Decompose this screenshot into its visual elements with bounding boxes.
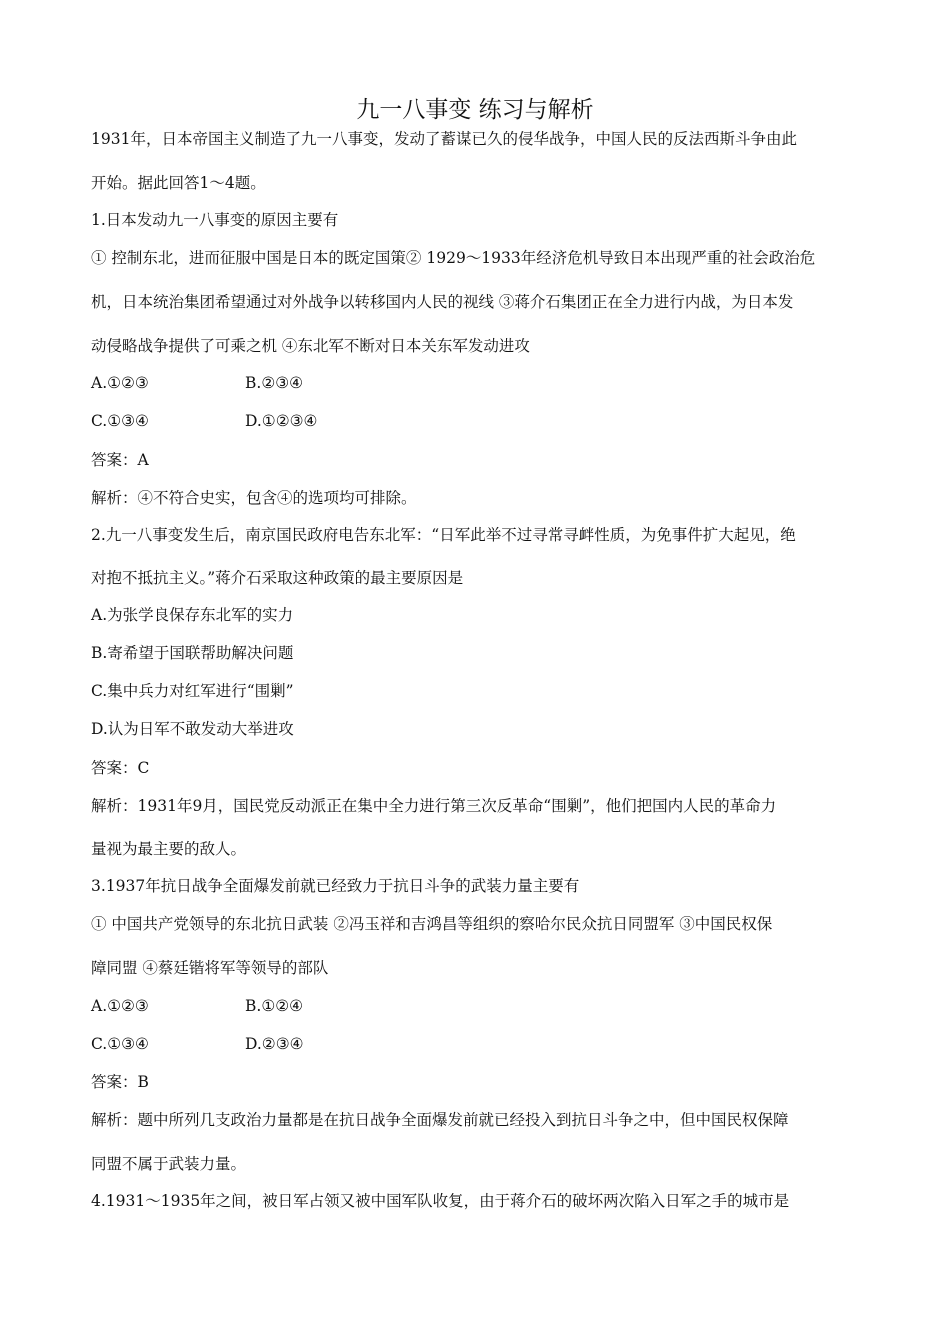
- q2-analysis-line-2: 量视为最主要的敌人。: [91, 840, 247, 858]
- q3-answer: 答案：B: [91, 1073, 149, 1091]
- q2-answer: 答案：C: [91, 759, 150, 777]
- q3-analysis-line-1: 解析：题中所列几支政治力量都是在抗日战争全面爆发前就已经投入到抗日斗争之中，但中国民权保障: [91, 1111, 789, 1129]
- q3-option-a: A.①②③: [91, 997, 149, 1015]
- q2-option-b: B.寄希望于国联帮助解决问题: [91, 644, 294, 662]
- q2-analysis-line-1: 解析：1931年9月，国民党反动派正在集中全力进行第三次反革命“围剿”，他们把国内人民的革命力: [91, 797, 777, 815]
- q3-items-line-2: 障同盟 ④蔡廷锴将军等领导的部队: [91, 959, 329, 977]
- q1-items-line-3: 动侵略战争提供了可乘之机 ④东北军不断对日本关东军发动进攻: [91, 337, 530, 355]
- q1-answer: 答案：A: [91, 451, 149, 469]
- q1-stem: 1.日本发动九一八事变的原因主要有: [91, 211, 339, 229]
- q3-stem: 3.1937年抗日战争全面爆发前就已经致力于抗日斗争的武装力量主要有: [91, 877, 580, 895]
- q2-option-c: C.集中兵力对红军进行“围剿”: [91, 682, 294, 700]
- q2-option-a: A.为张学良保存东北军的实力: [91, 606, 294, 624]
- intro-line-2: 开始。据此回答1～4题。: [91, 174, 266, 192]
- document-title: 九一八事变 练习与解析: [356, 97, 594, 123]
- q1-option-d: D.①②③④: [245, 412, 318, 430]
- q1-items-line-2: 机，日本统治集团希望通过对外战争以转移国内人民的视线 ③蒋介石集团正在全力进行内战，为日本发: [91, 293, 794, 311]
- q1-option-a: A.①②③: [91, 374, 149, 392]
- q3-option-b: B.①②④: [245, 997, 304, 1015]
- q3-analysis-line-2: 同盟不属于武装力量。: [91, 1155, 247, 1173]
- q1-option-c: C.①③④: [91, 412, 149, 430]
- q3-option-c: C.①③④: [91, 1035, 149, 1053]
- q3-items-line-1: ① 中国共产党领导的东北抗日武装 ②冯玉祥和吉鸿昌等组织的察哈尔民众抗日同盟军 ③中国民权保: [91, 915, 773, 933]
- q1-items-line-1: ① 控制东北，进而征服中国是日本的既定国策② 1929～1933年经济危机导致日本出现严重的社会政治危: [91, 249, 816, 267]
- q3-option-d: D.②③④: [245, 1035, 304, 1053]
- q2-stem-line-2: 对抱不抵抗主义。”蒋介石采取这种政策的最主要原因是: [91, 569, 464, 587]
- q4-stem: 4.1931～1935年之间，被日军占领又被中国军队收复，由于蒋介石的破坏两次陷入日军之手的城市是: [91, 1192, 790, 1210]
- q2-option-d: D.认为日军不敢发动大举进攻: [91, 720, 294, 738]
- intro-line-1: 1931年，日本帝国主义制造了九一八事变，发动了蓄谋已久的侵华战争，中国人民的反法西斯斗争由此: [91, 130, 797, 148]
- q2-stem-line-1: 2.九一八事变发生后，南京国民政府电告东北军：“日军此举不过寻常寻衅性质，为免事件扩大起见，绝: [91, 526, 796, 544]
- q1-option-b: B.②③④: [245, 374, 304, 392]
- q1-analysis: 解析：④不符合史实，包含④的选项均可排除。: [91, 489, 417, 507]
